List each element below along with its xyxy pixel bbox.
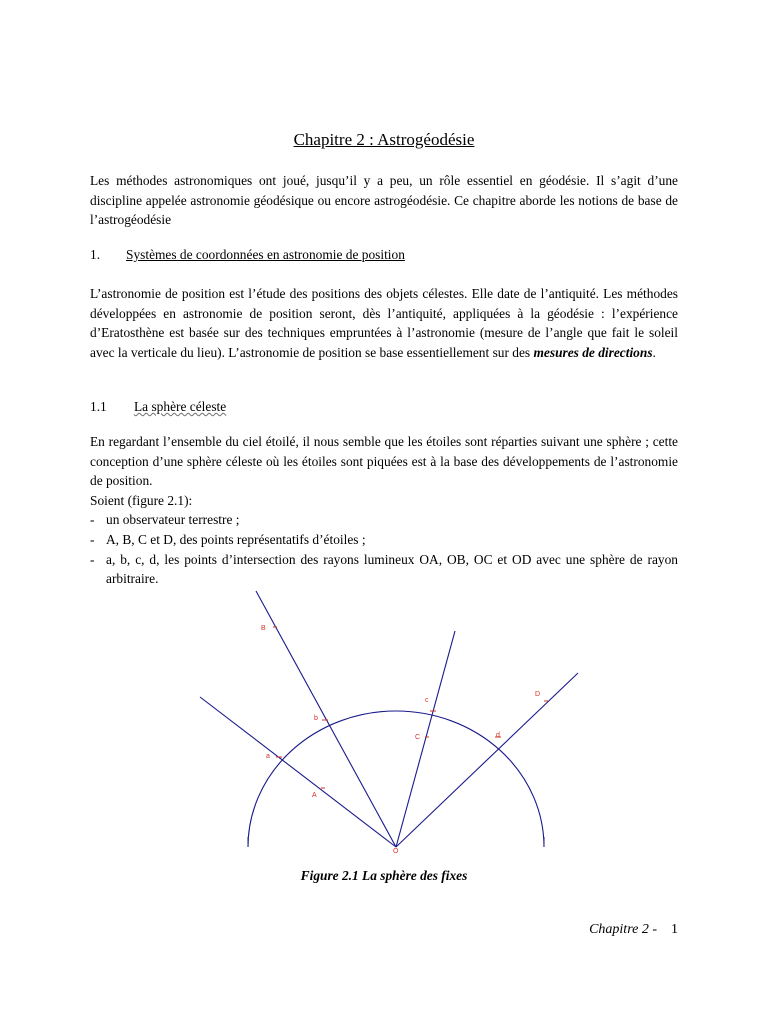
- ray-OD: [396, 673, 578, 847]
- section-1-text-end: .: [652, 344, 656, 360]
- subsection-title: La sphère céleste: [134, 399, 227, 414]
- ray-OC: [396, 631, 455, 847]
- page-number: 1: [671, 922, 678, 937]
- label-A: A: [312, 792, 317, 799]
- page-title: Chapitre 2 : Astrogéodésie: [293, 130, 475, 149]
- section-number: 1.: [90, 247, 101, 262]
- section-1-paragraph-block: [90, 284, 678, 362]
- page-footer: [589, 920, 678, 940]
- footer-chapter-label: Chapitre 2 -: [589, 922, 657, 937]
- section-title: Systèmes de coordonnées en astronomie de position: [126, 247, 405, 262]
- label-a: a: [266, 753, 270, 760]
- section-1-paragraph: [90, 284, 678, 362]
- label-B: B: [261, 625, 266, 632]
- intro-paragraph: Les méthodes astronomiques ont joué, jusqu’il y a peu, un rôle essentiel en géodésie. Il s’agit d’une discipline appelée astronomie géodésique ou encore astrogéodésie. Ce chapitre aborde les notions de base de l’astrogéodésie: [90, 173, 678, 228]
- label-C: C: [415, 734, 421, 741]
- label-O: O: [393, 848, 399, 855]
- label-b: b: [314, 715, 318, 722]
- figure-caption: Figure 2.1 La sphère des fixes: [300, 868, 468, 883]
- intro-paragraph-block: [90, 171, 678, 230]
- section-1-1-body: [90, 432, 678, 589]
- subsection-number: 1.1: [90, 399, 107, 414]
- definition-list: [90, 510, 678, 588]
- list-item: - un observateur terrestre ;: [90, 510, 678, 530]
- ray-OA: [200, 697, 396, 847]
- label-c: c: [425, 697, 429, 704]
- celestial-sphere-figure: [190, 585, 580, 860]
- section-1-1-heading: [90, 397, 678, 417]
- section-1-text: L’astronomie de position est l’étude des positions des objets célestes. Elle date de l’antiquité. Les méthodes développées en astronomie de position seront, dès l’antiquité, appliquées à la géodésie : l’expérience d’Eratosthène est basée sur des techniques empruntées à l’astronomie (mesure de l’angle que fait le soleil avec la verticale du lieu). L’astronomie de position se base essentiellement sur des: [90, 286, 678, 360]
- label-d: d: [496, 732, 500, 739]
- ray-OB: [256, 591, 396, 847]
- section-1-1-paragraph: En regardant l’ensemble du ciel étoilé, il nous semble que les étoiles sont réparties suivant une sphère ; cette conception d’une sphère céleste où les étoiles sont piquées est à la base des développements de l’astronomie de position.: [90, 434, 678, 489]
- list-item: - A, B, C et D, des points représentatifs d’étoiles ;: [90, 530, 678, 550]
- emphasis-mesures: mesures de directions: [533, 344, 653, 360]
- soient-line: Soient (figure 2.1):: [90, 492, 193, 508]
- list-item: - a, b, c, d, les points d’intersection des rayons lumineux OA, OB, OC et OD avec une sphère de rayon arbitraire.: [90, 550, 678, 589]
- section-1-heading: [90, 245, 678, 265]
- label-D: D: [535, 691, 541, 698]
